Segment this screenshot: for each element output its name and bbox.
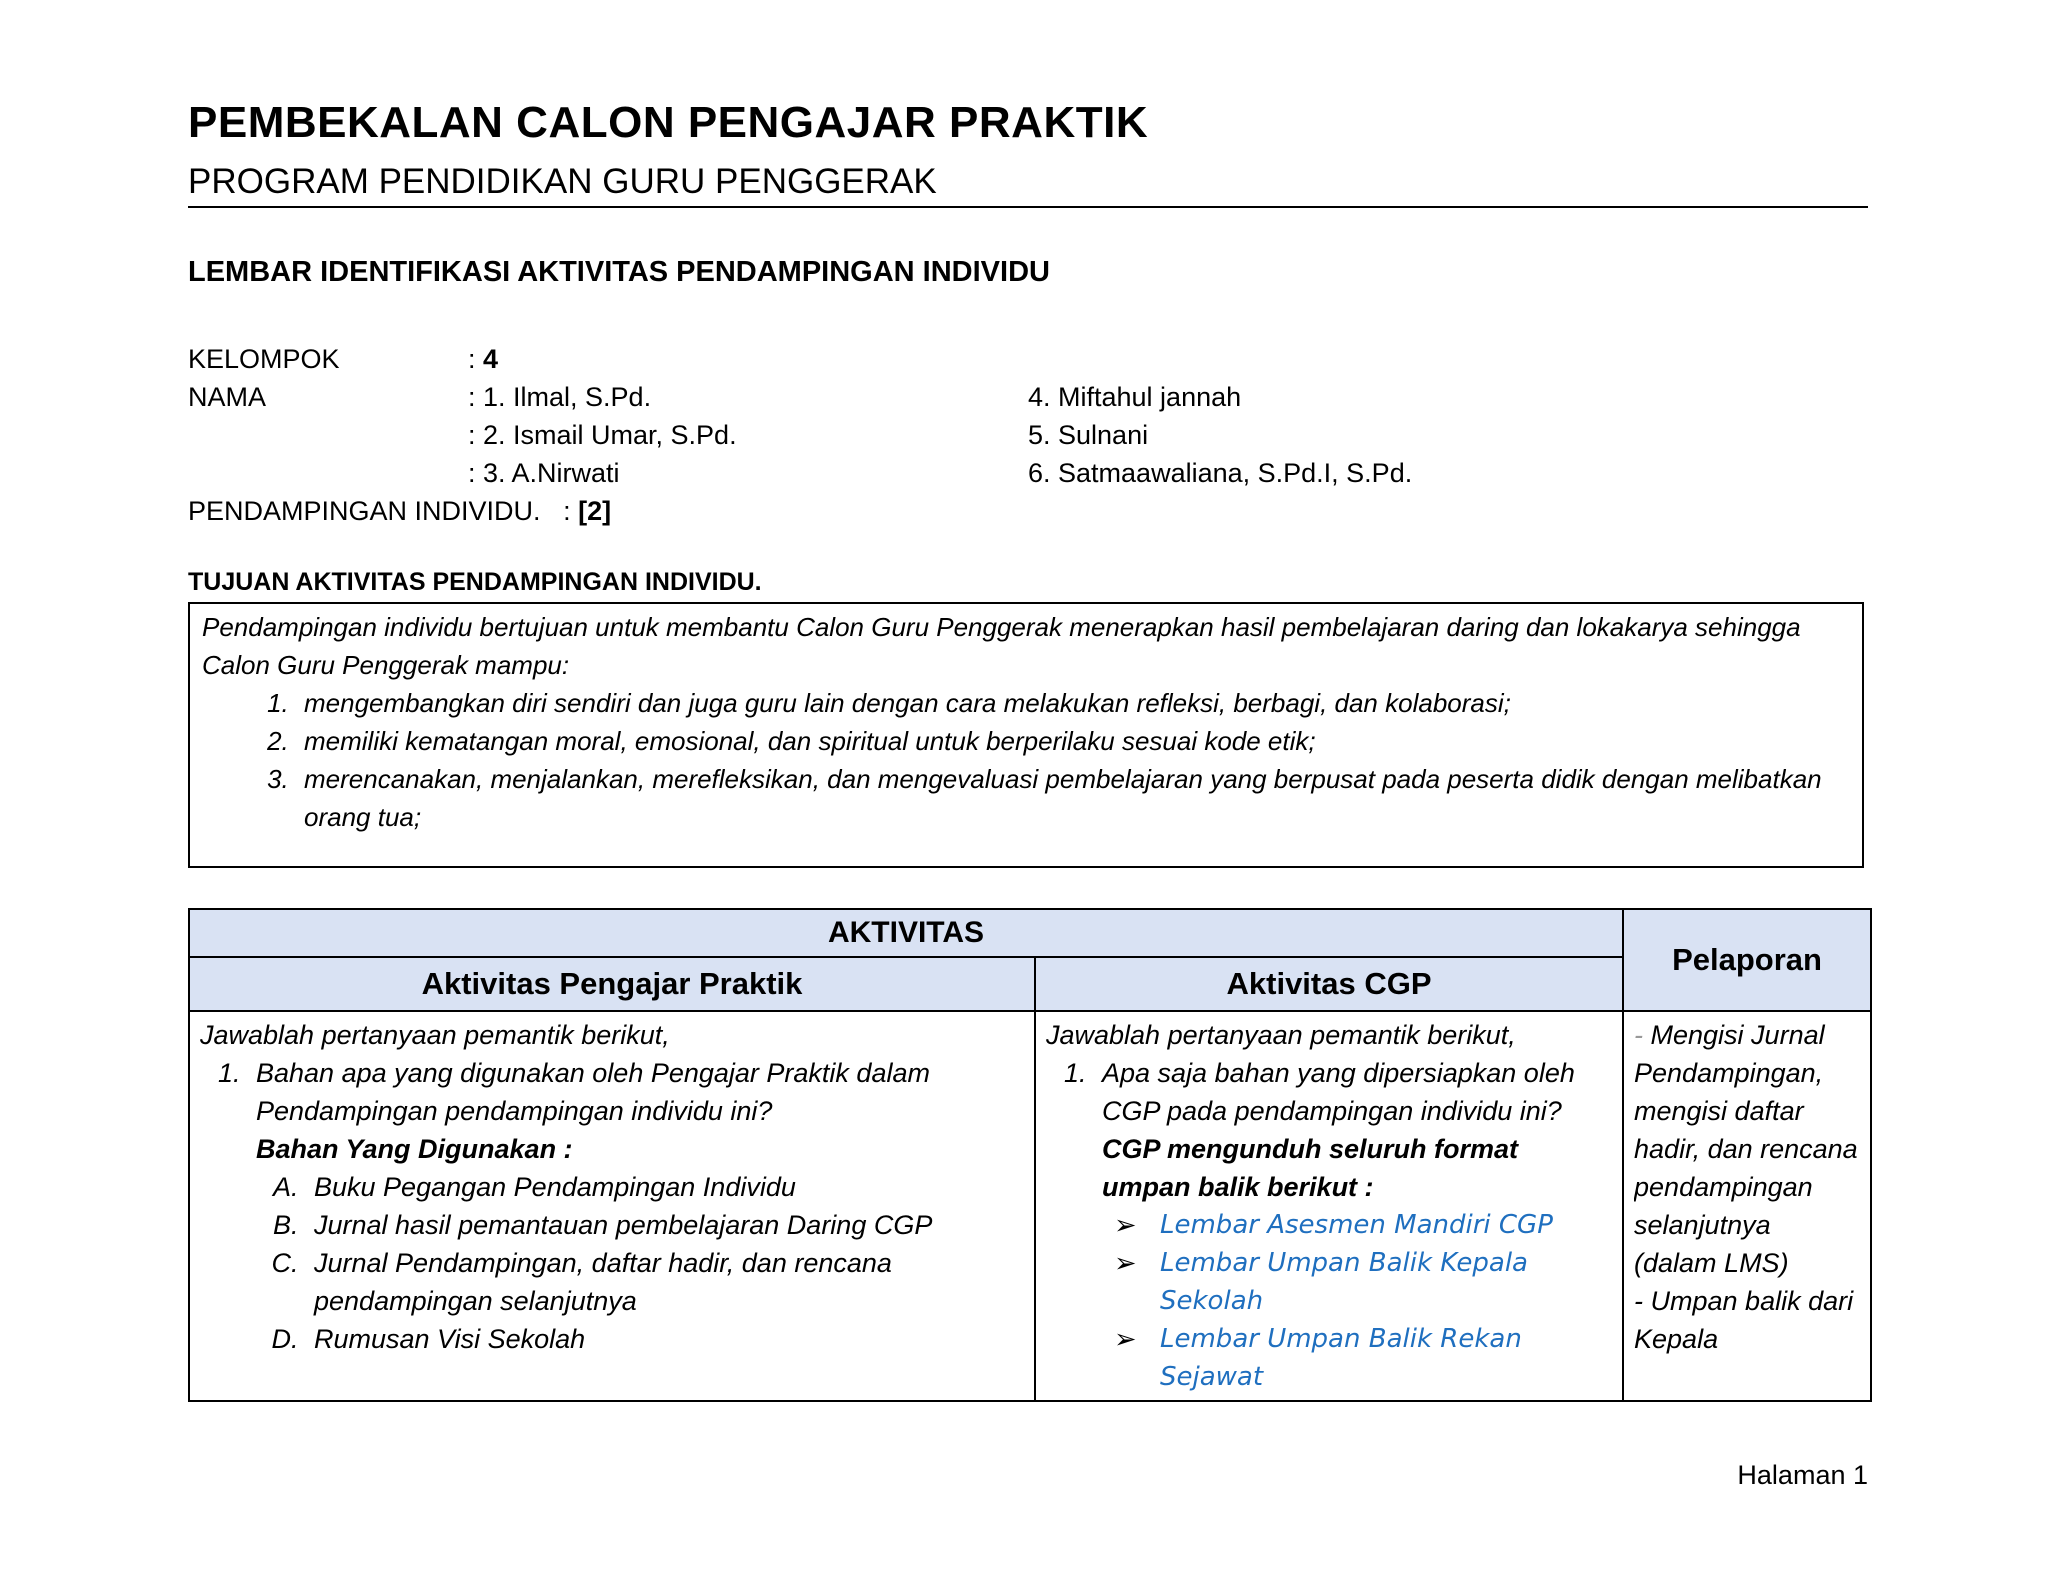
cgp-question: Apa saja bahan yang dipersiapkan oleh CGP pada pendampingan individu ini? xyxy=(1102,1058,1575,1126)
member-name-2: : 2. Ismail Umar, S.Pd. xyxy=(468,420,737,450)
link-asesmen-mandiri[interactable]: Lembar Asesmen Mandiri CGP xyxy=(1160,1210,1553,1240)
kelompok-label: KELOMPOK xyxy=(188,344,340,374)
pendampingan-label xyxy=(188,492,611,530)
pendampingan-label-text: PENDAMPINGAN INDIVIDU. xyxy=(188,496,541,526)
pendampingan-separator: : xyxy=(563,496,571,526)
pengajar-praktik-cell xyxy=(189,1011,1035,1401)
member-name-5: 5. Sulnani xyxy=(1028,420,1149,450)
pp-question-item xyxy=(248,1054,1024,1358)
page-subtitle: PROGRAM PENDIDIKAN GURU PENGGERAK xyxy=(188,162,937,201)
pp-answer-label: Bahan Yang Digunakan : xyxy=(256,1134,573,1164)
kelompok-value-wrap xyxy=(468,340,498,378)
table-header-cgp: Aktivitas CGP xyxy=(1035,957,1623,1011)
arrow-bullet-icon: ➢ xyxy=(1114,1210,1137,1240)
pp-material-item: D. Rumusan Visi Sekolah xyxy=(306,1320,1024,1358)
pp-material-item: B. Jurnal hasil pemantauan pembelajaran Daring CGP xyxy=(306,1206,1024,1244)
pelaporan-item-2: - Umpan balik dari Kepala xyxy=(1634,1286,1854,1354)
cgp-link-item xyxy=(1114,1320,1612,1396)
cgp-answer: CGP mengunduh seluruh format umpan balik berikut : xyxy=(1102,1134,1519,1202)
link-umpan-balik-kepala-sekolah[interactable]: Lembar Umpan Balik Kepala Sekolah xyxy=(1160,1248,1528,1316)
cgp-question-item xyxy=(1094,1054,1612,1206)
kelompok-separator: : xyxy=(468,344,476,374)
pp-material-item: A. Buku Pegangan Pendampingan Individu xyxy=(306,1168,1024,1206)
cgp-link-item xyxy=(1114,1244,1612,1320)
member-name-1: : 1. Ilmal, S.Pd. xyxy=(468,382,652,412)
pelaporan-dash: - xyxy=(1634,1020,1644,1050)
table-header-pengajar-praktik: Aktivitas Pengajar Praktik xyxy=(189,957,1035,1011)
nama-label: NAMA xyxy=(188,382,267,412)
pelaporan-cell xyxy=(1623,1011,1871,1401)
member-name-3: : 3. A.Nirwati xyxy=(468,458,620,488)
cgp-intro: Jawablah pertanyaan pemantik berikut, xyxy=(1046,1020,1516,1050)
arrow-bullet-icon: ➢ xyxy=(1114,1248,1137,1278)
page-number: Halaman 1 xyxy=(1737,1460,1868,1490)
cgp-link-item xyxy=(1114,1206,1612,1244)
cgp-links-list xyxy=(1046,1206,1612,1396)
tujuan-item: 2. memiliki kematangan moral, emosional, dan spiritual untuk berperilaku sesuai kode etik; xyxy=(296,722,1850,760)
pp-question: Bahan apa yang digunakan oleh Pengajar Praktik dalam Pendampingan pendampingan individu ini? xyxy=(256,1058,930,1126)
pp-materials-list xyxy=(256,1168,1024,1358)
tujuan-item: 1. mengembangkan diri sendiri dan juga guru lain dengan cara melakukan refleksi, berbagi, dan kolaborasi; xyxy=(296,684,1850,722)
link-umpan-balik-rekan-sejawat[interactable]: Lembar Umpan Balik Rekan Sejawat xyxy=(1160,1324,1522,1392)
document-heading: LEMBAR IDENTIFIKASI AKTIVITAS PENDAMPINGAN INDIVIDU xyxy=(188,256,1050,288)
member-name-4: 4. Miftahul jannah xyxy=(1028,382,1242,412)
pp-intro: Jawablah pertanyaan pemantik berikut, xyxy=(200,1020,670,1050)
activity-table xyxy=(188,908,1872,1402)
page-title: PEMBEKALAN CALON PENGAJAR PRAKTIK xyxy=(188,98,1149,147)
pp-material-item: C. Jurnal Pendampingan, daftar hadir, dan rencana pendampingan selanjutnya xyxy=(306,1244,1024,1320)
member-name-6: 6. Satmaawaliana, S.Pd.I, S.Pd. xyxy=(1028,458,1413,488)
pp-question-list xyxy=(200,1054,1024,1358)
kelompok-value: 4 xyxy=(483,344,499,374)
tujuan-label: TUJUAN AKTIVITAS PENDAMPINGAN INDIVIDU. xyxy=(188,568,762,596)
pendampingan-value: [2] xyxy=(578,496,612,526)
tujuan-box xyxy=(188,602,1864,868)
tujuan-intro: Pendampingan individu bertujuan untuk membantu Calon Guru Penggerak menerapkan hasil pembelajaran daring dan lokakarya sehingga Calon Guru Penggerak mampu: xyxy=(202,612,1801,680)
pelaporan-text-1: Mengisi Jurnal Pendampingan, mengisi daftar hadir, dan rencana pendampingan selanjutnya (dalam LMS) xyxy=(1634,1020,1858,1278)
pelaporan-item-1 xyxy=(1634,1016,1860,1282)
tujuan-list xyxy=(202,684,1850,836)
table-header-pelaporan: Pelaporan xyxy=(1623,909,1871,1011)
cgp-cell xyxy=(1035,1011,1623,1401)
document-page xyxy=(188,0,1868,1582)
arrow-bullet-icon: ➢ xyxy=(1114,1324,1137,1354)
cgp-question-list xyxy=(1046,1054,1612,1206)
tujuan-item: 3. merencanakan, menjalankan, merefleksikan, dan mengevaluasi pembelajaran yang berpusat pada peserta didik dengan melibatkan orang tua; xyxy=(296,760,1850,836)
header-divider xyxy=(188,206,1868,208)
table-header-aktivitas: AKTIVITAS xyxy=(189,909,1623,957)
